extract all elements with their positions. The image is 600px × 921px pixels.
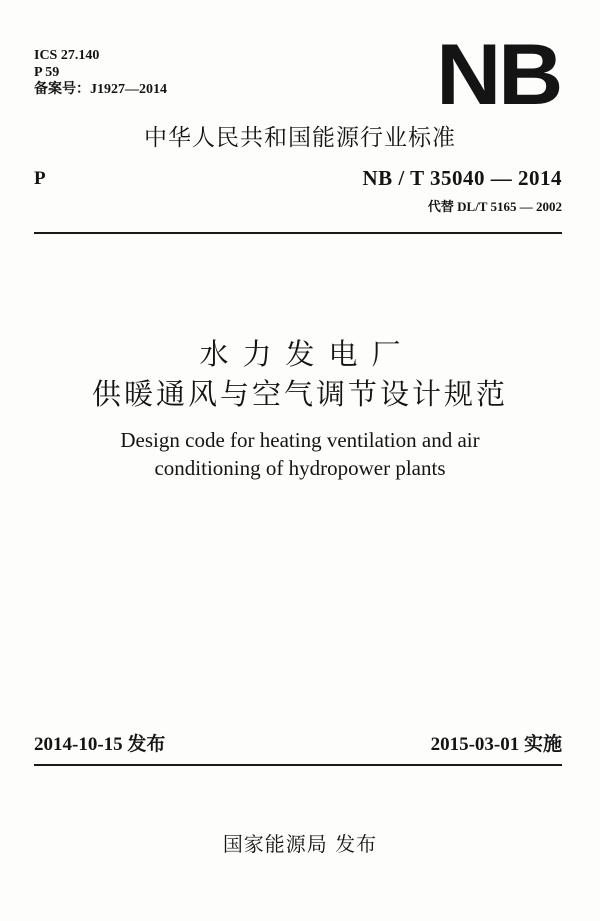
standard-number: NB / T 35040 — 2014	[362, 166, 562, 190]
header-divider	[34, 232, 562, 234]
ics-code: ICS 27.140	[34, 48, 100, 63]
industry-standard-title: 中华人民共和国能源行业标准	[144, 125, 456, 151]
issue-date: 2014-10-15 发布	[34, 734, 166, 755]
nb-logo: NB	[435, 27, 560, 123]
title-cn-line-1: 水力发电厂	[199, 337, 415, 371]
replaces-standard: 代替 DL/T 5165 — 2002	[427, 199, 562, 214]
title-en-line-2: conditioning of hydropower plants	[154, 456, 446, 480]
title-en-line-1: Design code for heating ventilation and air	[120, 428, 480, 452]
classification-code: P	[34, 168, 46, 189]
ics-block	[34, 47, 167, 98]
ccs-code: P 59	[34, 65, 60, 80]
record-number: 备案号：J1927—2014	[34, 82, 167, 97]
title-cn-line-2: 供暖通风与空气调节设计规范	[91, 377, 508, 411]
implementation-date: 2015-03-01 实施	[430, 734, 562, 755]
footer-divider	[34, 764, 562, 766]
publisher: 国家能源局 发布	[222, 832, 378, 856]
